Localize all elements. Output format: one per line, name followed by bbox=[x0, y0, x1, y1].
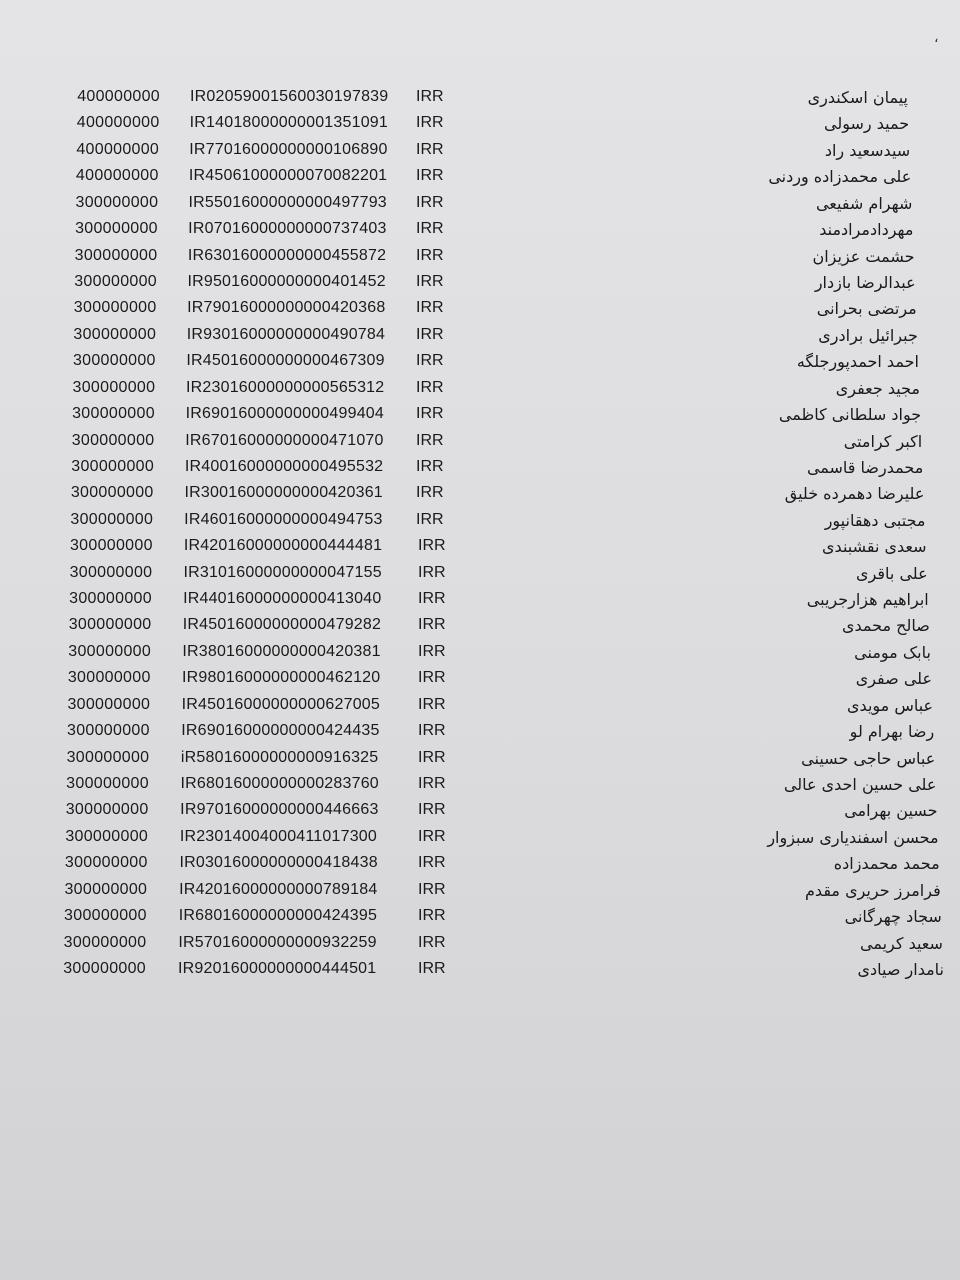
iban-cell: IR55016000000000497793 bbox=[188, 193, 387, 211]
amount-cell: 300000000 bbox=[63, 960, 146, 977]
amount-cell: 300000000 bbox=[74, 246, 158, 264]
payment-row bbox=[0, 934, 960, 958]
payment-row bbox=[0, 801, 960, 825]
amount-cell: 300000000 bbox=[65, 827, 149, 845]
payment-row bbox=[0, 220, 960, 244]
name-cell: صالح محمدی bbox=[842, 616, 930, 636]
currency-cell: IRR bbox=[418, 590, 446, 608]
payment-row bbox=[0, 511, 960, 535]
name-cell: علی محمدزاده وردنی bbox=[768, 167, 912, 187]
amount-cell: 300000000 bbox=[65, 801, 149, 819]
name-cell: نامدار صیادی bbox=[857, 960, 944, 979]
name-cell: اکبر کرامتی bbox=[843, 431, 923, 451]
name-cell: بابک مومنی bbox=[854, 642, 931, 662]
name-cell: حشمت عزیزان bbox=[812, 246, 915, 266]
amount-cell: 300000000 bbox=[71, 457, 155, 475]
currency-cell: IRR bbox=[418, 960, 446, 977]
iban-cell: IR93016000000000490784 bbox=[186, 325, 386, 343]
amount-cell: 300000000 bbox=[66, 748, 150, 766]
amount-cell: 300000000 bbox=[64, 880, 148, 898]
amount-cell: 400000000 bbox=[77, 88, 160, 105]
iban-cell: IR79016000000000420368 bbox=[187, 299, 386, 317]
iban-cell: IR31016000000000047155 bbox=[183, 563, 382, 581]
iban-cell: IR02059001560030197839 bbox=[190, 88, 389, 105]
name-cell: محمدرضا قاسمی bbox=[806, 457, 924, 477]
name-cell: عباس مویدی bbox=[847, 695, 934, 715]
name-cell: مهردادمرادمند bbox=[819, 220, 914, 240]
currency-cell: IRR bbox=[416, 246, 444, 264]
name-cell: محمد محمدزاده bbox=[833, 854, 940, 874]
currency-cell: IRR bbox=[418, 722, 446, 740]
amount-cell: 300000000 bbox=[67, 695, 151, 713]
payment-row bbox=[0, 669, 960, 693]
payment-row bbox=[0, 247, 960, 271]
iban-cell: IR46016000000000494753 bbox=[184, 510, 383, 528]
corner-mark: ، bbox=[934, 30, 939, 46]
iban-cell: IR45016000000000627005 bbox=[181, 695, 380, 713]
currency-cell: IRR bbox=[416, 272, 444, 290]
iban-cell: IR68016000000000283760 bbox=[180, 775, 379, 793]
iban-cell: IR77016000000000106890 bbox=[189, 140, 388, 158]
payment-row bbox=[0, 194, 960, 218]
name-cell: پیمان اسکندری bbox=[807, 88, 908, 107]
iban-cell: IR38016000000000420381 bbox=[182, 642, 381, 660]
iban-cell: IR68016000000000424395 bbox=[178, 907, 378, 925]
currency-cell: IRR bbox=[416, 167, 444, 185]
iban-cell: IR40016000000000495532 bbox=[184, 457, 384, 475]
payment-row bbox=[0, 352, 960, 376]
amount-cell: 400000000 bbox=[75, 167, 159, 185]
iban-cell: IR07016000000000737403 bbox=[188, 220, 387, 238]
payment-row bbox=[0, 749, 960, 773]
name-cell: فرامرز حریری مقدم bbox=[805, 880, 941, 900]
payment-row bbox=[0, 326, 960, 350]
currency-cell: IRR bbox=[418, 880, 446, 898]
payment-row bbox=[0, 405, 960, 429]
currency-cell: IRR bbox=[416, 431, 444, 449]
payment-row bbox=[0, 696, 960, 720]
iban-cell: IR97016000000000446663 bbox=[180, 801, 379, 819]
currency-cell: IRR bbox=[418, 642, 446, 660]
currency-cell: IRR bbox=[418, 616, 446, 634]
amount-cell: 300000000 bbox=[64, 907, 147, 925]
iban-cell: IR44016000000000413040 bbox=[183, 590, 382, 608]
name-cell: علیرضا دهمرده خلیق bbox=[784, 484, 925, 504]
amount-cell: 300000000 bbox=[72, 405, 155, 423]
name-cell: مجید جعفری bbox=[835, 378, 920, 398]
payment-row bbox=[0, 643, 960, 667]
iban-cell: IR23016000000000565312 bbox=[186, 378, 385, 396]
amount-cell: 300000000 bbox=[70, 510, 154, 528]
amount-cell: 300000000 bbox=[75, 220, 158, 238]
iban-cell: IR14018000000001351091 bbox=[189, 114, 388, 132]
payment-row bbox=[0, 854, 960, 878]
currency-cell: IRR bbox=[418, 748, 446, 766]
amount-cell: 400000000 bbox=[76, 140, 160, 158]
payment-row bbox=[0, 590, 960, 614]
currency-cell: IRR bbox=[416, 325, 444, 343]
name-cell: حسین بهرامی bbox=[844, 801, 938, 821]
name-cell: شهرام شفیعی bbox=[815, 193, 913, 213]
amount-cell: 300000000 bbox=[69, 590, 152, 608]
currency-cell: IRR bbox=[418, 775, 446, 793]
payment-row bbox=[0, 722, 960, 746]
amount-cell: 300000000 bbox=[73, 325, 157, 343]
name-cell: علی صفری bbox=[855, 669, 932, 689]
currency-cell: IRR bbox=[416, 378, 444, 396]
amount-cell: 300000000 bbox=[72, 352, 156, 370]
currency-cell: IRR bbox=[418, 563, 446, 581]
amount-cell: 300000000 bbox=[64, 854, 148, 872]
name-cell: محسن اسفندیاری سبزوار bbox=[767, 827, 939, 847]
currency-cell: IRR bbox=[418, 537, 446, 555]
payment-row bbox=[0, 616, 960, 640]
payment-row bbox=[0, 881, 960, 905]
amount-cell: 300000000 bbox=[69, 563, 153, 581]
payment-row bbox=[0, 114, 960, 138]
name-cell: عباس حاجی حسینی bbox=[801, 748, 936, 768]
name-cell: مرتضی بحرانی bbox=[816, 299, 917, 319]
payment-row bbox=[0, 907, 960, 931]
iban-cell: IR45061000000070082201 bbox=[188, 167, 388, 185]
currency-cell: IRR bbox=[418, 854, 446, 872]
currency-cell: IRR bbox=[418, 933, 446, 951]
name-cell: جواد سلطانی کاظمی bbox=[778, 405, 922, 425]
currency-cell: IRR bbox=[416, 405, 444, 423]
currency-cell: IRR bbox=[418, 695, 446, 713]
name-cell: سیدسعید راد bbox=[824, 140, 911, 160]
name-cell: عبدالرضا بازدار bbox=[814, 272, 916, 292]
amount-cell: 300000000 bbox=[67, 722, 150, 740]
iban-cell: IR92016000000000444501 bbox=[178, 960, 377, 977]
payment-row bbox=[0, 828, 960, 852]
amount-cell: 300000000 bbox=[75, 193, 159, 211]
name-cell: رضا بهرام لو bbox=[849, 722, 935, 742]
iban-cell: IR42016000000000444481 bbox=[183, 537, 383, 555]
payment-row bbox=[0, 484, 960, 508]
iban-cell: IR57016000000000932259 bbox=[178, 933, 377, 951]
payment-row bbox=[0, 299, 960, 323]
payment-row bbox=[0, 141, 960, 165]
amount-cell: 300000000 bbox=[69, 537, 153, 555]
amount-cell: 300000000 bbox=[72, 378, 156, 396]
amount-cell: 300000000 bbox=[71, 431, 155, 449]
iban-cell: IR98016000000000462120 bbox=[182, 669, 381, 687]
amount-cell: 300000000 bbox=[74, 272, 158, 290]
payment-row bbox=[0, 960, 960, 984]
name-cell: سعید کریمی bbox=[860, 933, 943, 953]
amount-cell: 300000000 bbox=[68, 642, 152, 660]
iban-cell: IR30016000000000420361 bbox=[184, 484, 383, 502]
name-cell: حمید رسولی bbox=[824, 114, 910, 134]
payment-row bbox=[0, 379, 960, 403]
name-cell: سجاد چهرگانی bbox=[844, 907, 942, 927]
iban-cell: iR58016000000000916325 bbox=[180, 748, 379, 766]
payment-row bbox=[0, 775, 960, 799]
currency-cell: IRR bbox=[418, 827, 446, 845]
iban-cell: IR69016000000000499404 bbox=[185, 405, 384, 423]
payment-row bbox=[0, 564, 960, 588]
currency-cell: IRR bbox=[416, 220, 444, 238]
payment-row bbox=[0, 432, 960, 456]
currency-cell: IRR bbox=[416, 457, 444, 475]
iban-cell: IR42016000000000789184 bbox=[179, 880, 378, 898]
payment-row bbox=[0, 88, 960, 112]
amount-cell: 300000000 bbox=[67, 669, 151, 687]
amount-cell: 300000000 bbox=[70, 484, 154, 502]
iban-cell: IR45016000000000467309 bbox=[186, 352, 385, 370]
currency-cell: IRR bbox=[416, 88, 444, 105]
name-cell: احمد احمدپورجلگه bbox=[796, 352, 919, 372]
name-cell: علی باقری bbox=[856, 563, 928, 583]
currency-cell: IRR bbox=[416, 352, 444, 370]
name-cell: ابراهیم هزارجریبی bbox=[806, 590, 929, 610]
iban-cell: IR95016000000000401452 bbox=[187, 272, 386, 290]
name-cell: سعدی نقشبندی bbox=[822, 537, 927, 557]
iban-cell: IR67016000000000471070 bbox=[185, 431, 384, 449]
currency-cell: IRR bbox=[418, 669, 446, 687]
iban-cell: IR45016000000000479282 bbox=[182, 616, 382, 634]
name-cell: جبرائیل برادری bbox=[818, 325, 918, 345]
name-cell: علی حسین احدی عالی bbox=[783, 775, 937, 795]
currency-cell: IRR bbox=[418, 907, 446, 925]
currency-cell: IRR bbox=[416, 193, 444, 211]
currency-cell: IRR bbox=[416, 510, 444, 528]
amount-cell: 300000000 bbox=[66, 775, 149, 793]
payment-row bbox=[0, 273, 960, 297]
currency-cell: IRR bbox=[416, 299, 444, 317]
amount-cell: 300000000 bbox=[63, 933, 147, 951]
amount-cell: 300000000 bbox=[68, 616, 152, 634]
iban-cell: IR63016000000000455872 bbox=[187, 246, 387, 264]
currency-cell: IRR bbox=[416, 140, 444, 158]
iban-cell: IR03016000000000418438 bbox=[179, 854, 378, 872]
iban-cell: IR69016000000000424435 bbox=[181, 722, 380, 740]
amount-cell: 400000000 bbox=[76, 114, 160, 132]
currency-cell: IRR bbox=[418, 801, 446, 819]
iban-cell: IR23014004000411017300 bbox=[179, 827, 377, 845]
currency-cell: IRR bbox=[416, 114, 444, 132]
payment-row bbox=[0, 458, 960, 482]
name-cell: مجتبی دهقانپور bbox=[824, 510, 926, 530]
currency-cell: IRR bbox=[416, 484, 444, 502]
amount-cell: 300000000 bbox=[73, 299, 157, 317]
payment-row bbox=[0, 167, 960, 191]
payment-row bbox=[0, 537, 960, 561]
